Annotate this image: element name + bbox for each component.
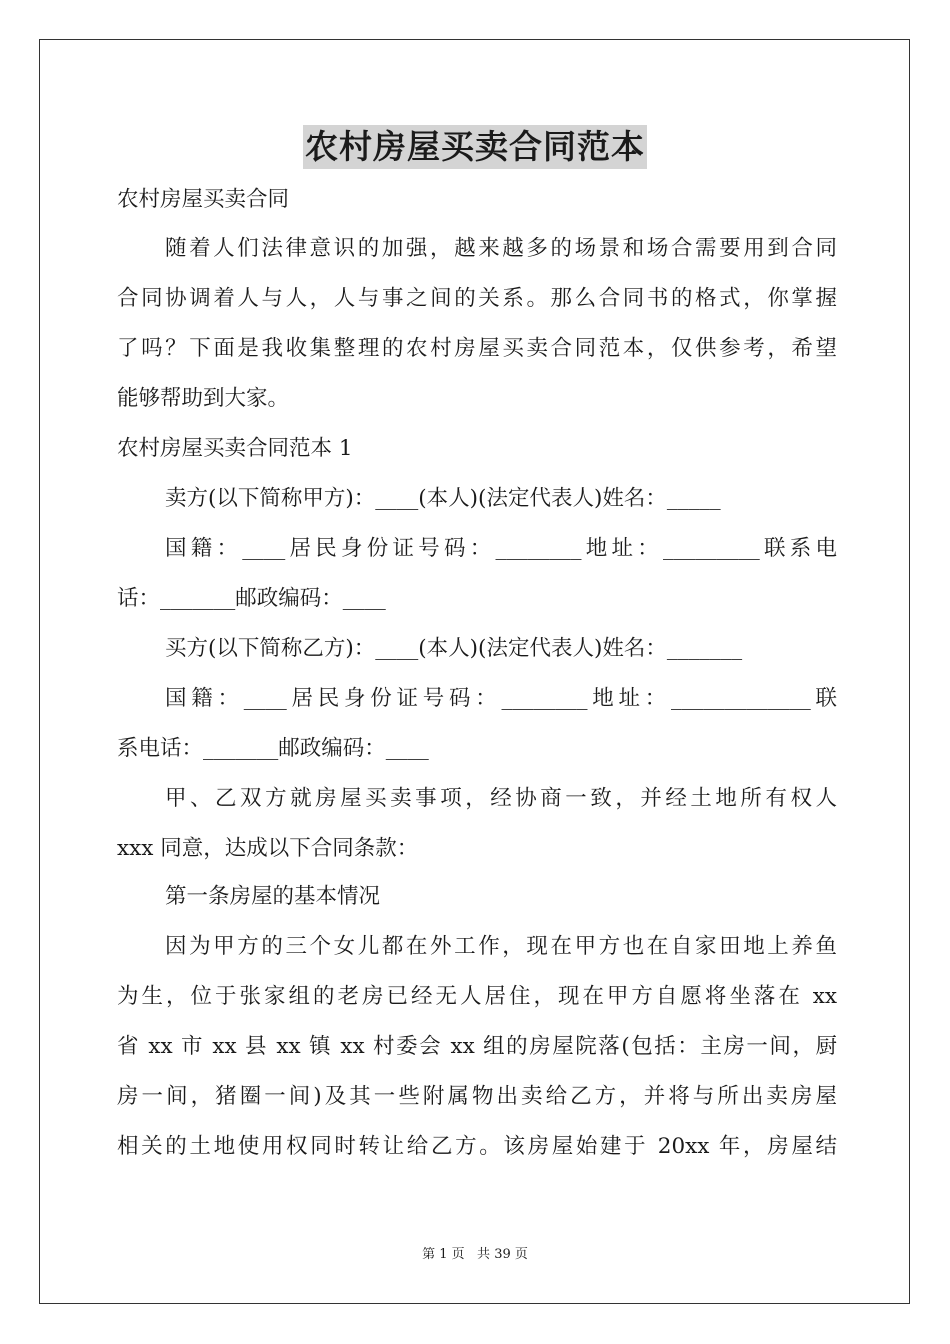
paragraph-line: 房一间，猪圈一间)及其一些附属物出卖给乙方，并将与所出卖房屋 <box>117 1084 837 1109</box>
document-title <box>0 125 950 169</box>
paragraph-line: 能够帮助到大家。 <box>117 386 290 411</box>
paragraph-line: xxx 同意，达成以下合同条款： <box>117 836 419 861</box>
seller-details-line: 国籍：____居民身份证号码：________地址：_________联系电 <box>165 536 837 561</box>
paragraph-line: 为生，位于张家组的老房已经无人居住，现在甲方自愿将坐落在 xx <box>117 984 837 1009</box>
paragraph-line: 合同协调着人与人，人与事之间的关系。那么合同书的格式，你掌握 <box>117 286 837 311</box>
seller-line: 卖方(以下简称甲方)：____(本人)(法定代表人)姓名：_____ <box>165 486 721 511</box>
paragraph-line: 因为甲方的三个女儿都在外工作，现在甲方也在自家田地上养鱼 <box>165 934 837 959</box>
section-heading: 农村房屋买卖合同范本 1 <box>117 436 353 461</box>
paragraph-line: 了吗？下面是我收集整理的农村房屋买卖合同范本，仅供参考，希望 <box>117 336 837 361</box>
page-number-footer: 第 1 页 共 39 页 <box>422 1247 528 1262</box>
page-border <box>39 39 910 1304</box>
seller-details-line: 话：_______邮政编码：____ <box>117 586 386 611</box>
buyer-details-line: 系电话：_______邮政编码：____ <box>117 736 429 761</box>
paragraph-line: 甲、乙双方就房屋买卖事项，经协商一致，并经土地所有权人 <box>165 786 837 811</box>
buyer-line: 买方(以下简称乙方)：____(本人)(法定代表人)姓名：_______ <box>165 636 743 661</box>
buyer-details-line: 国籍：____居民身份证号码：________地址：_____________联 <box>165 686 837 711</box>
paragraph-line: 随着人们法律意识的加强，越来越多的场景和场合需要用到合同 <box>165 236 837 261</box>
subtitle-line: 农村房屋买卖合同 <box>117 187 290 212</box>
paragraph-line: 省 xx 市 xx 县 xx 镇 xx 村委会 xx 组的房屋院落(包括：主房一间，厨 <box>117 1034 837 1059</box>
paragraph-line: 相关的土地使用权同时转让给乙方。该房屋始建于 20xx 年，房屋结 <box>117 1134 837 1159</box>
article-heading: 第一条房屋的基本情况 <box>165 884 381 909</box>
document-title-text: 农村房屋买卖合同范本 <box>303 125 647 169</box>
